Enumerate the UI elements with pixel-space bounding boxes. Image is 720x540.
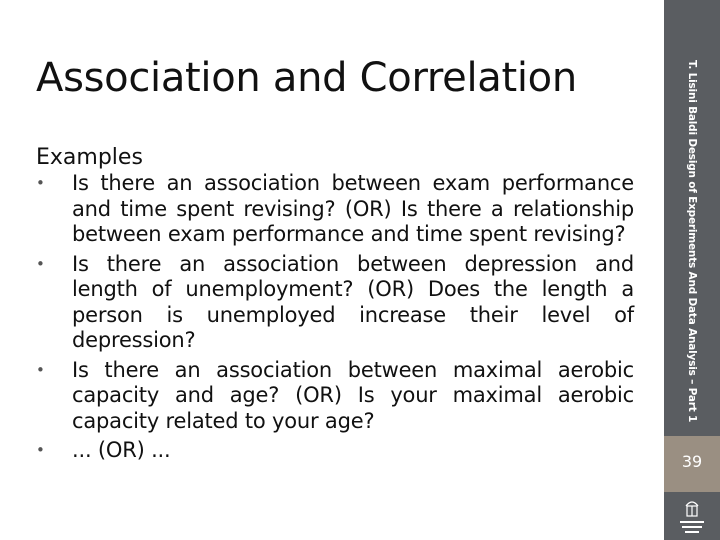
slide-title: Association and Correlation <box>36 55 577 101</box>
bullet-text: Is there an association between exam performance and time spent revising? (OR) Is there a relationship between exam performance and time spent revising? <box>72 171 634 246</box>
bullet-list <box>36 171 634 464</box>
slide-body <box>36 144 634 464</box>
bullet-item <box>36 438 634 464</box>
bullet-item <box>36 171 634 248</box>
bullet-dot-icon: • <box>36 441 45 459</box>
bullet-dot-icon: • <box>36 174 45 192</box>
bullet-text: Is there an association between depression and length of unemployment? (OR) Does the length a person is unemployed increase their level of depression? <box>72 251 634 352</box>
bullet-text: ... (OR) ... <box>72 438 171 462</box>
page-number: 39 <box>681 452 703 471</box>
bullet-dot-icon: • <box>36 360 45 379</box>
university-seal-icon <box>664 494 720 538</box>
sidebar-vertical-text: T. Lisini Baldi Design of Experiments And Data Analysis – Part 1 <box>686 60 698 423</box>
bullet-item <box>36 252 634 354</box>
bullet-item <box>36 358 634 435</box>
bullet-dot-icon: • <box>36 254 45 273</box>
bullet-text: Is there an association between maximal aerobic capacity and age? (OR) Is your maximal aerobic capacity related to your age? <box>72 357 634 433</box>
examples-heading: Examples <box>36 145 143 170</box>
